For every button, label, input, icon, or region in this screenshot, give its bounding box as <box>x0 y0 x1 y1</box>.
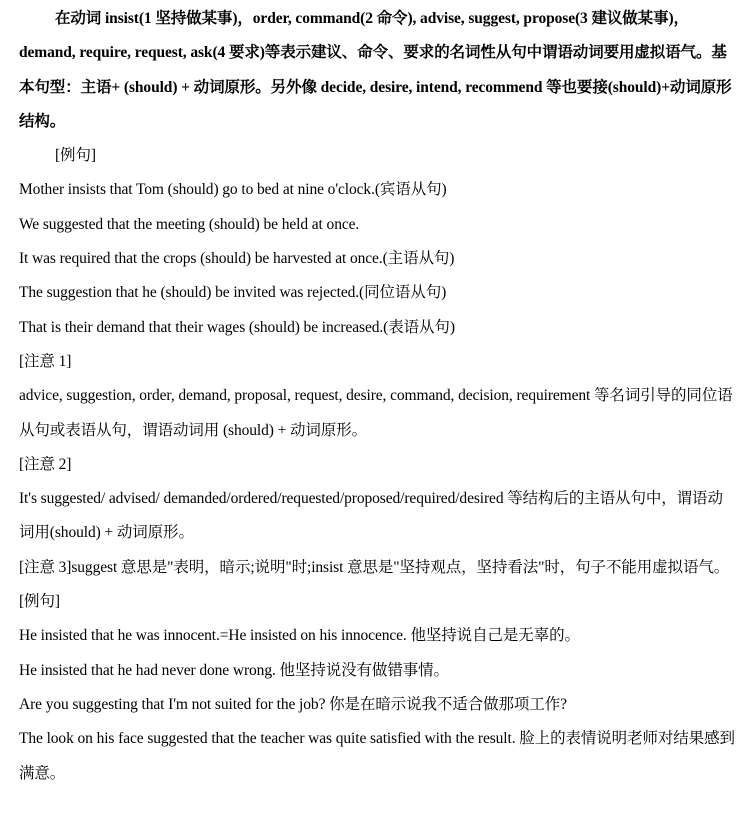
note-3-text: [注意 3]suggest 意思是"表明，暗示;说明"时;insist 意思是"坚持观点，坚持看法"时，句子不能用虚拟语气。 <box>19 558 730 576</box>
example-sentence-8: Are you suggesting that I'm not suited for the job? 你是在暗示说我不适合做那项工作? <box>19 695 567 713</box>
example-label-2: [例句] <box>19 593 60 611</box>
example-sentence-4: The suggestion that he (should) be invited was rejected.(同位语从句) <box>19 284 447 302</box>
intro-paragraph: 在动词 insist(1 坚持做某事)，order, command(2 命令), advise, suggest, propose(3 建议做某事)，demand, require, request, ask(4 要求)等表示建议、命令、要求的名词性从句中谓语动词要用虚拟语气。基本句型：主语+ (should) + 动词原形。另外像 decide, desire, intend, recommend 等也要接(should)+动词原形结构。 <box>19 10 732 130</box>
example-sentence-2: We suggested that the meeting (should) be held at once. <box>19 215 360 233</box>
example-sentence-5: That is their demand that their wages (should) be increased.(表语从句) <box>19 318 455 336</box>
example-label-1: [例句] <box>55 147 96 165</box>
note-1-label: [注意 1] <box>19 352 72 370</box>
note-2-text: It's suggested/ advised/ demanded/ordered/requested/proposed/required/desired 等结构后的主语从句中，谓语动词用(should) + 动词原形。 <box>19 490 723 542</box>
note-1-text: advice, suggestion, order, demand, proposal, request, desire, command, decision, requirement 等名词引导的同位语从句或表语从句，谓语动词用 (should) + 动词原形。 <box>19 387 733 439</box>
example-sentence-3: It was required that the crops (should) be harvested at once.(主语从句) <box>19 250 455 268</box>
example-sentence-1: Mother insists that Tom (should) go to bed at nine o'clock.(宾语从句) <box>19 181 447 199</box>
note-2-label: [注意 2] <box>19 455 72 473</box>
example-sentence-7: He insisted that he had never done wrong. 他坚持说没有做错事情。 <box>19 661 449 679</box>
example-sentence-6: He insisted that he was innocent.=He insisted on his innocence. 他坚持说自己是无辜的。 <box>19 627 580 645</box>
example-sentence-9: The look on his face suggested that the teacher was quite satisfied with the result. 脸上的表情说明老师对结果感到满意。 <box>19 730 735 782</box>
